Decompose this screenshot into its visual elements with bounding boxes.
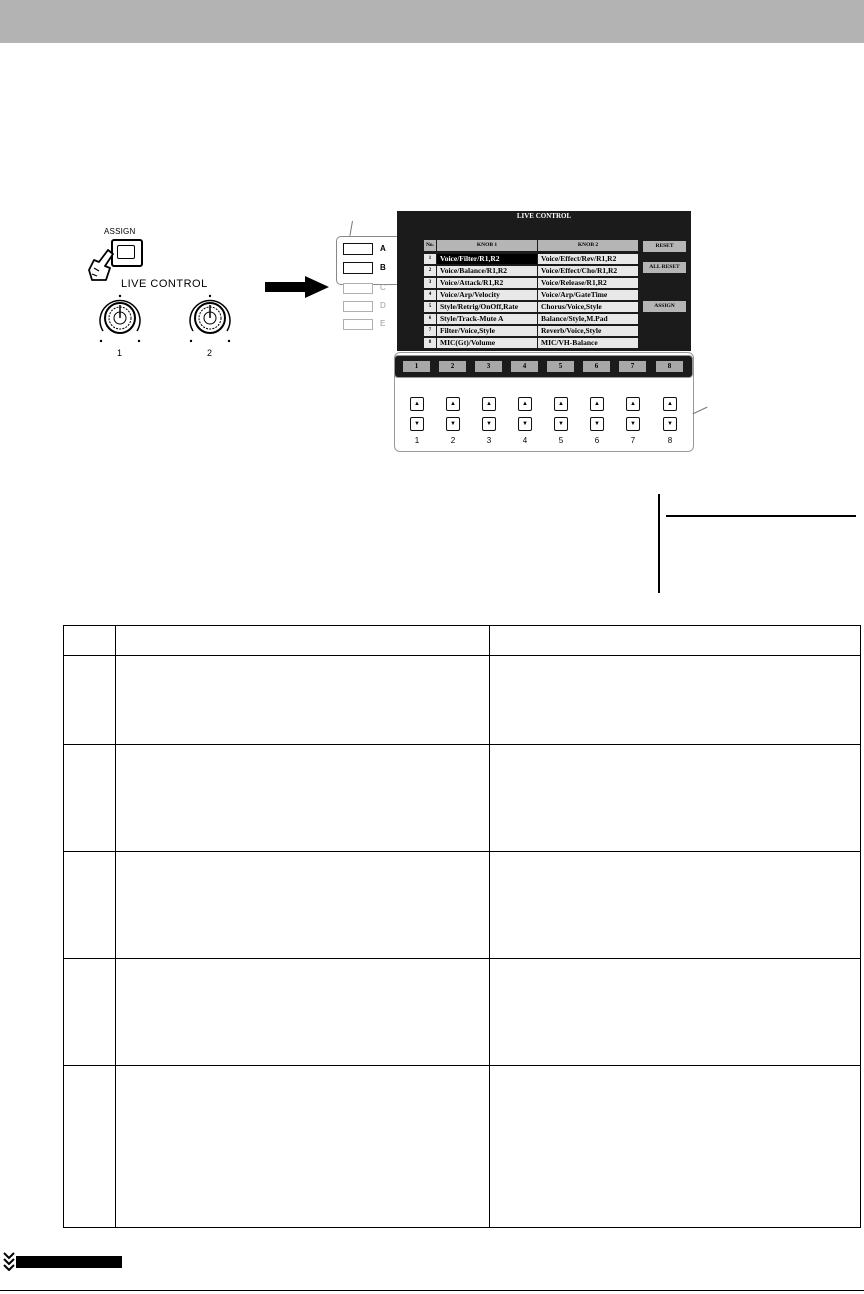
- note-top-rule: [666, 515, 856, 517]
- header-knob2: KNOB 2: [538, 240, 638, 251]
- row-8-knob1[interactable]: MIC(Gt)/Volume: [437, 338, 537, 348]
- callout-line: [693, 407, 708, 415]
- down-button-2[interactable]: ▼: [446, 417, 460, 431]
- tab-4[interactable]: 4: [511, 361, 538, 372]
- row-2-knob2[interactable]: Voice/Effect/Cho/R1,R2: [538, 266, 638, 276]
- row-6-knob1[interactable]: Style/Track-Mute A: [437, 314, 537, 324]
- pointing-hand-icon: [86, 248, 122, 284]
- table-row: [64, 745, 861, 852]
- knob-1-number: 1: [117, 348, 123, 358]
- header-knob1: KNOB 1: [437, 240, 537, 251]
- row-3-knob2[interactable]: Voice/Release/R1,R2: [538, 278, 638, 288]
- reset-button[interactable]: RESET: [643, 241, 686, 252]
- tab-5[interactable]: 5: [547, 361, 574, 372]
- row-2-knob1[interactable]: Voice/Balance/R1,R2: [437, 266, 537, 276]
- row-number: 7: [424, 326, 436, 336]
- bank-label-d: D: [380, 301, 386, 310]
- table-row: [64, 959, 861, 1066]
- tab-2[interactable]: 2: [439, 361, 466, 372]
- button-number-7: 7: [630, 436, 636, 445]
- down-button-3[interactable]: ▼: [482, 417, 496, 431]
- button-number-6: 6: [594, 436, 600, 445]
- parameter-table: [63, 625, 861, 1228]
- down-button-4[interactable]: ▼: [518, 417, 532, 431]
- header-no: No.: [424, 240, 436, 251]
- button-number-2: 2: [450, 436, 456, 445]
- button-number-8: 8: [667, 436, 673, 445]
- row-5-knob1[interactable]: Style/Retrig/OnOff,Rate: [437, 302, 537, 312]
- row-1-knob2[interactable]: Voice/Effect/Rev/R1,R2: [538, 254, 638, 264]
- up-button-1[interactable]: ▲: [410, 397, 424, 411]
- row-4-knob1[interactable]: Voice/Arp/Velocity: [437, 290, 537, 300]
- continue-arrows-icon: [2, 1251, 16, 1271]
- button-number-1: 1: [414, 436, 420, 445]
- bank-button-c[interactable]: [343, 283, 373, 294]
- live-control-label: LIVE CONTROL: [121, 278, 208, 290]
- bank-button-e[interactable]: [343, 319, 373, 330]
- down-button-7[interactable]: ▼: [626, 417, 640, 431]
- up-button-4[interactable]: ▲: [518, 397, 532, 411]
- assign-label: ASSIGN: [104, 227, 136, 236]
- tab-6[interactable]: 6: [583, 361, 610, 372]
- bank-button-b[interactable]: [343, 262, 373, 274]
- button-number-5: 5: [558, 436, 564, 445]
- row-8-knob2[interactable]: MIC/VH-Balance: [538, 338, 638, 348]
- down-button-1[interactable]: ▼: [410, 417, 424, 431]
- bank-label-e: E: [380, 319, 386, 328]
- row-number: 4: [424, 290, 436, 300]
- bank-label-a: A: [380, 244, 386, 253]
- button-number-4: 4: [522, 436, 528, 445]
- tab-1[interactable]: 1: [403, 361, 430, 372]
- lcd-title: LIVE CONTROL: [516, 212, 572, 220]
- right-arrow-icon: [265, 276, 329, 298]
- down-button-6[interactable]: ▼: [590, 417, 604, 431]
- row-number: 6: [424, 314, 436, 324]
- row-7-knob1[interactable]: Filter/Voice,Style: [437, 326, 537, 336]
- row-number: 5: [424, 302, 436, 312]
- down-button-8[interactable]: ▼: [663, 417, 677, 431]
- row-3-knob1[interactable]: Voice/Attack/R1,R2: [437, 278, 537, 288]
- bank-label-c: C: [380, 283, 386, 292]
- assign-screen-button[interactable]: ASSIGN: [643, 301, 686, 312]
- table-header-row: [64, 626, 861, 656]
- tab-8[interactable]: 8: [656, 361, 683, 372]
- bank-button-d[interactable]: [343, 301, 373, 312]
- row-number: 8: [424, 338, 436, 348]
- row-4-knob2[interactable]: Voice/Arp/GateTime: [538, 290, 638, 300]
- table-row: [64, 656, 861, 745]
- table-row: [64, 852, 861, 959]
- all-reset-button[interactable]: ALL RESET: [643, 262, 686, 273]
- up-button-8[interactable]: ▲: [663, 397, 677, 411]
- row-number: 2: [424, 266, 436, 276]
- continued-tab: [16, 1256, 122, 1268]
- row-7-knob2[interactable]: Reverb/Voice,Style: [538, 326, 638, 336]
- footer-rule: [0, 1290, 864, 1291]
- knob-1[interactable]: [97, 293, 143, 345]
- bank-button-a[interactable]: [343, 243, 373, 255]
- up-button-7[interactable]: ▲: [626, 397, 640, 411]
- up-button-3[interactable]: ▲: [482, 397, 496, 411]
- table-row: [64, 1066, 861, 1228]
- row-5-knob2[interactable]: Chorus/Voice,Style: [538, 302, 638, 312]
- tab-7[interactable]: 7: [619, 361, 646, 372]
- callout-line: [349, 221, 353, 236]
- down-button-5[interactable]: ▼: [554, 417, 568, 431]
- tab-3[interactable]: 3: [475, 361, 502, 372]
- knob-2[interactable]: [187, 293, 233, 345]
- up-button-5[interactable]: ▲: [554, 397, 568, 411]
- row-number: 1: [424, 254, 436, 264]
- up-button-2[interactable]: ▲: [446, 397, 460, 411]
- row-6-knob2[interactable]: Balance/Style,M.Pad: [538, 314, 638, 324]
- note-side-rule: [658, 494, 660, 593]
- row-1-knob1[interactable]: Voice/Filter/R1,R2: [437, 254, 537, 264]
- section-header-bar: [0, 0, 864, 43]
- knob-2-number: 2: [207, 348, 213, 358]
- row-number: 3: [424, 278, 436, 288]
- bank-label-b: B: [380, 263, 386, 272]
- up-button-6[interactable]: ▲: [590, 397, 604, 411]
- button-number-3: 3: [486, 436, 492, 445]
